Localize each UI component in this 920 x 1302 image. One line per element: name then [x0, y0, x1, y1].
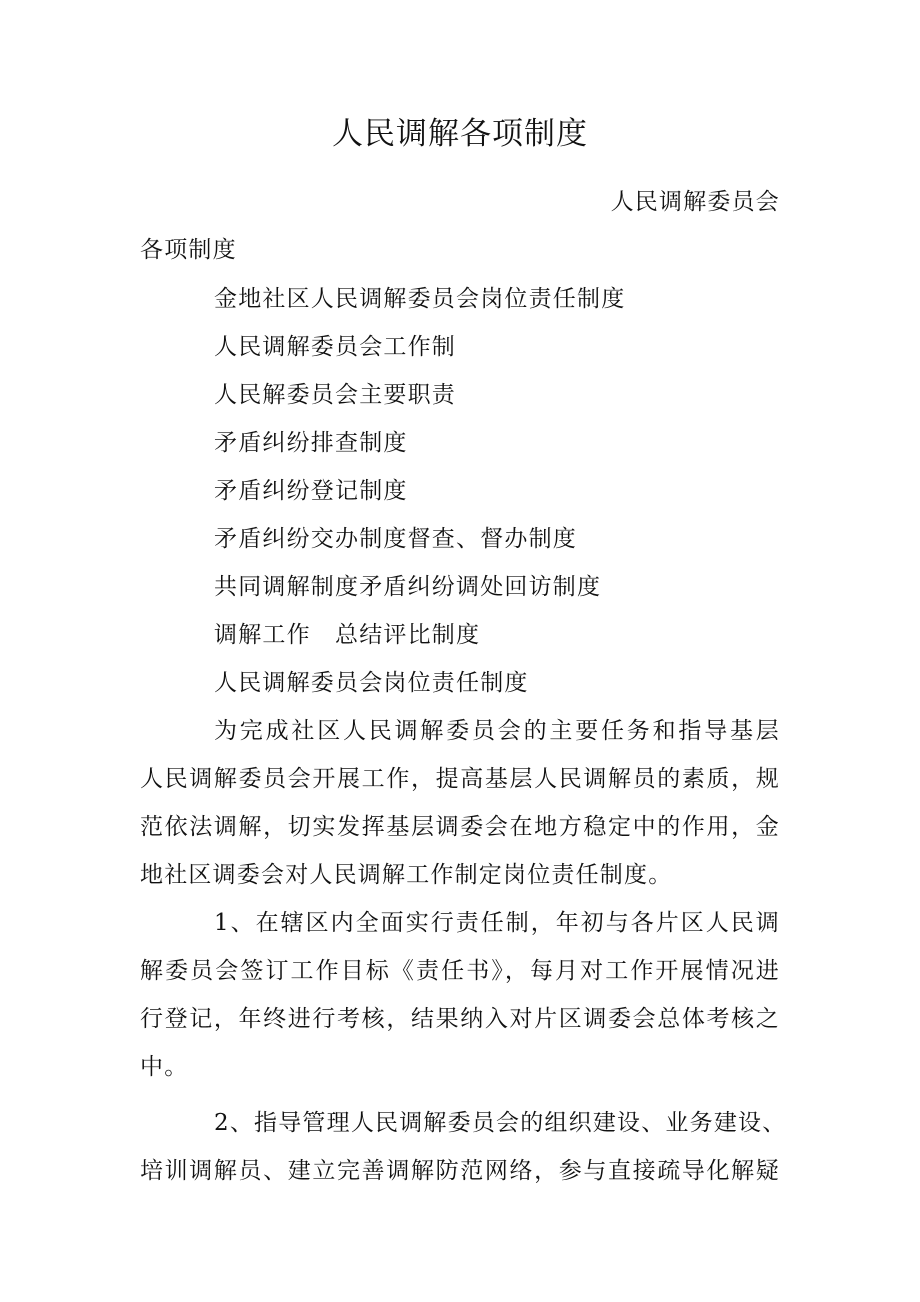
list-item: 矛盾纠纷交办制度督查、督办制度 [214, 526, 577, 552]
list-item: 人民解委员会主要职责 [214, 382, 456, 408]
list-item: 矛盾纠纷排查制度 [214, 430, 408, 456]
list-item: 调解工作 总结评比制度 [214, 622, 481, 648]
paragraph-line: 人民调解委员会开展工作，提高基层人民调解员的素质，规 [140, 766, 780, 792]
paragraph-line: 范依法调解，切实发挥基层调委会在地方稳定中的作用，金 [140, 814, 780, 840]
paragraph-line: 为完成社区人民调解委员会的主要任务和指导基层 [214, 718, 780, 744]
list-item: 矛盾纠纷登记制度 [214, 478, 408, 504]
paragraph-line: 解委员会签订工作目标《责任书》，每月对工作开展情况进 [140, 958, 780, 984]
list-item: 共同调解制度矛盾纠纷调处回访制度 [214, 574, 602, 600]
paragraph-line: 中。 [140, 1054, 189, 1080]
paragraph-line: 地社区调委会对人民调解工作制定岗位责任制度。 [140, 862, 673, 888]
paragraph-line: 行登记，年终进行考核，结果纳入对片区调委会总体考核之 [140, 1006, 780, 1032]
paragraph-line: 1、在辖区内全面实行责任制，年初与各片区人民调 [214, 910, 780, 936]
paragraph-line: 培训调解员、建立完善调解防范网络，参与直接疏导化解疑 [140, 1158, 780, 1184]
paragraph-line: 2、指导管理人民调解委员会的组织建设、业务建设、 [214, 1110, 787, 1136]
org-line: 人民调解委员会 [610, 189, 780, 215]
list-item: 金地社区人民调解委员会岗位责任制度 [214, 286, 626, 312]
list-item: 人民调解委员会工作制 [214, 334, 456, 360]
list-item: 人民调解委员会岗位责任制度 [214, 670, 529, 696]
document-title: 人民调解各项制度 [332, 116, 588, 152]
subheading: 各项制度 [140, 237, 237, 263]
